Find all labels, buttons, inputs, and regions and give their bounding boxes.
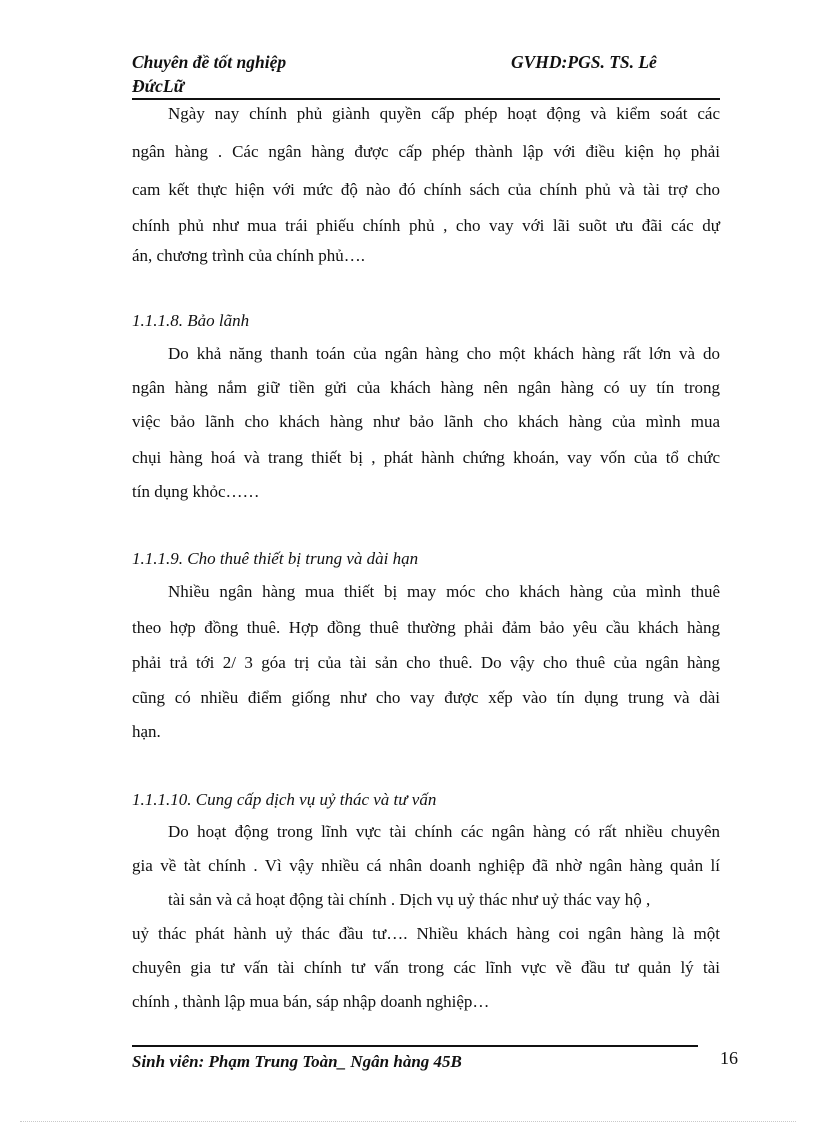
- section-heading-trust-advisory: 1.1.1.10. Cung cấp dịch vụ uỷ thác và tư vấn: [132, 790, 437, 809]
- header-title: Chuyên đề tốt nghiệp: [132, 52, 287, 72]
- paragraph-line: uỷ thác phát hành uỷ thác đầu tư…. Nhiều khách hàng coi ngân hàng là một: [132, 924, 720, 943]
- paragraph-line: việc bảo lãnh cho khách hàng như bảo lãnh cho khách hàng của mình mua: [132, 412, 720, 431]
- paragraph-line: Ngày nay chính phủ giành quyền cấp phép hoạt động và kiểm soát các: [168, 104, 720, 123]
- paragraph-line: theo hợp đồng thuê. Hợp đồng thuê thường phải đảm bảo yêu cầu khách hàng: [132, 618, 720, 637]
- paragraph-line: chuyên gia tư vấn tài chính tư vấn trong các lĩnh vực về đầu tư quản lý tài: [132, 958, 720, 977]
- header-supervisor: GVHD:PGS. TS. Lê: [511, 52, 657, 72]
- section-heading-guarantee: 1.1.1.8. Bảo lãnh: [132, 311, 250, 330]
- header-supervisor-cont: ĐứcLữ: [132, 76, 185, 96]
- paragraph-line: ngân hàng nắm giữ tiền gửi của khách hàng nên ngân hàng có uy tín trong: [132, 378, 720, 397]
- paragraph-line: Do khả năng thanh toán của ngân hàng cho một khách hàng rất lớn và do: [168, 344, 720, 363]
- page-edge-divider: [20, 1121, 796, 1122]
- paragraph-line: cam kết thực hiện với mức độ nào đó chính sách của chính phủ và tài trợ cho: [132, 180, 720, 199]
- paragraph-line: án, chương trình của chính phủ….: [132, 246, 366, 265]
- paragraph-line: tín dụng khỏc……: [132, 482, 260, 501]
- paragraph-line: hạn.: [132, 722, 161, 741]
- paragraph-line: chính , thành lập mua bán, sáp nhập doanh nghiệp…: [132, 992, 490, 1011]
- paragraph-line: phải trả tới 2/ 3 góa trị của tài sản cho thuê. Do vậy cho thuê của ngân hàng: [132, 653, 720, 672]
- paragraph-line: Do hoạt động trong lĩnh vực tài chính các ngân hàng có rất nhiều chuyên: [168, 822, 720, 841]
- paragraph-line: cũng có nhiều điểm giống như cho vay được xếp vào tín dụng trung và dài: [132, 688, 720, 707]
- section-heading-leasing: 1.1.1.9. Cho thuê thiết bị trung và dài hạn: [132, 549, 419, 568]
- page-number: 16: [720, 1048, 738, 1068]
- footer-rule: [132, 1045, 698, 1047]
- paragraph-line: Nhiều ngân hàng mua thiết bị may móc cho khách hàng của mình thuê: [168, 582, 720, 601]
- footer-student: Sinh viên: Phạm Trung Toàn_ Ngân hàng 45B: [132, 1052, 462, 1071]
- paragraph-line: gia về tàt chính . Vì vậy nhiều cá nhân doanh nghiệp đã nhờ ngân hàng quản lí: [132, 856, 720, 875]
- header-rule: [132, 98, 720, 100]
- paragraph-line: ngân hàng . Các ngân hàng được cấp phép thành lập với điều kiện họ phải: [132, 142, 720, 161]
- paragraph-line: chụi hàng hoá và trang thiết bị , phát hành chứng khoán, vay vốn của tổ chức: [132, 448, 720, 467]
- paragraph-line: tài sản và cả hoạt động tài chính . Dịch vụ uỷ thác như uỷ thác vay hộ ,: [168, 890, 651, 909]
- paragraph-line: chính phủ như mua trái phiếu chính phủ , cho vay với lãi suõt ưu đãi các dự: [132, 216, 720, 235]
